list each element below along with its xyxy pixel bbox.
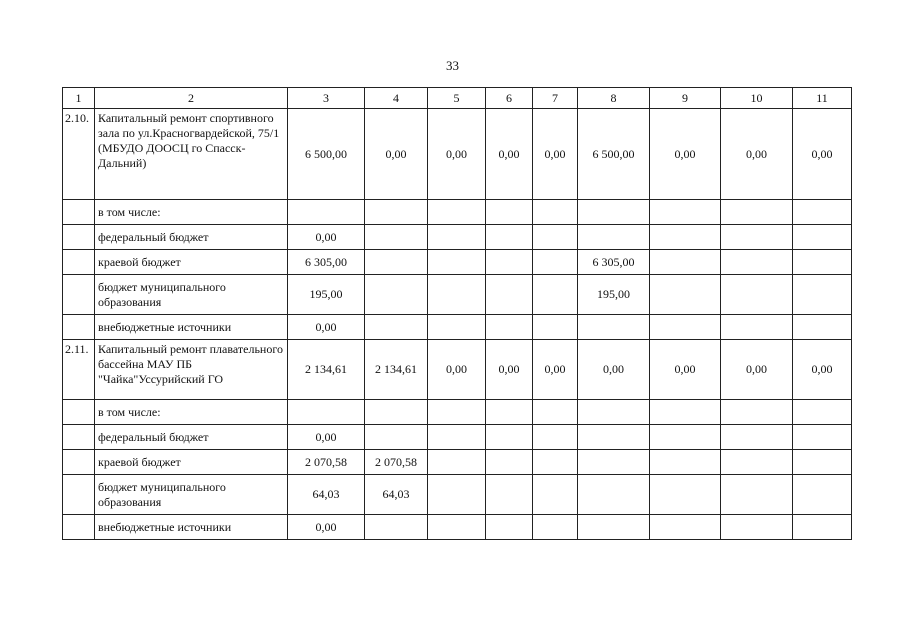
value-cell: [721, 450, 793, 475]
table-row-subrow: [63, 400, 852, 425]
value-cell: [650, 200, 721, 225]
value-cell: [793, 400, 852, 425]
value-cell: [793, 250, 852, 275]
subrow-label: в том числе:: [95, 200, 288, 225]
row-title: Капитальный ремонт плавательного бассейна МАУ ПБ "Чайка"Уссурийский ГО: [95, 340, 288, 400]
value-cell: [721, 275, 793, 315]
value-cell: [721, 315, 793, 340]
table-row-subrow: [63, 515, 852, 540]
subrow-label: внебюджетные источники: [95, 315, 288, 340]
empty-cell: [63, 275, 95, 315]
value-cell: 0,00: [533, 109, 578, 200]
header-cell: 10: [721, 88, 793, 109]
value-cell: [486, 275, 533, 315]
value-cell: 64,03: [365, 475, 428, 515]
value-cell: [486, 515, 533, 540]
value-cell: [793, 475, 852, 515]
subrow-label: федеральный бюджет: [95, 425, 288, 450]
value-cell: 64,03: [288, 475, 365, 515]
table-row-subrow: [63, 275, 852, 315]
empty-cell: [63, 425, 95, 450]
empty-cell: [63, 400, 95, 425]
value-cell: 195,00: [578, 275, 650, 315]
value-cell: 0,00: [533, 340, 578, 400]
header-cell: 1: [63, 88, 95, 109]
value-cell: 0,00: [578, 340, 650, 400]
header-cell: 9: [650, 88, 721, 109]
page-number: 33: [446, 58, 459, 73]
value-cell: [428, 515, 486, 540]
value-cell: [721, 400, 793, 425]
value-cell: [793, 200, 852, 225]
value-cell: [793, 225, 852, 250]
value-cell: [486, 400, 533, 425]
value-cell: [650, 400, 721, 425]
value-cell: 0,00: [793, 340, 852, 400]
value-cell: [365, 200, 428, 225]
value-cell: [721, 225, 793, 250]
value-cell: [578, 400, 650, 425]
value-cell: [428, 450, 486, 475]
value-cell: [428, 315, 486, 340]
row-number: 2.10.: [63, 109, 95, 200]
value-cell: [486, 315, 533, 340]
budget-table: [62, 87, 852, 540]
value-cell: [650, 315, 721, 340]
value-cell: 0,00: [486, 109, 533, 200]
value-cell: [288, 400, 365, 425]
value-cell: [650, 225, 721, 250]
subrow-label: краевой бюджет: [95, 250, 288, 275]
value-cell: [365, 315, 428, 340]
value-cell: [578, 315, 650, 340]
empty-cell: [63, 250, 95, 275]
value-cell: [428, 400, 486, 425]
value-cell: [793, 425, 852, 450]
empty-cell: [63, 515, 95, 540]
subrow-label: внебюджетные источники: [95, 515, 288, 540]
header-row: [63, 88, 852, 109]
value-cell: 0,00: [486, 340, 533, 400]
value-cell: [533, 315, 578, 340]
value-cell: 0,00: [428, 340, 486, 400]
header-cell: 2: [95, 88, 288, 109]
value-cell: 0,00: [365, 109, 428, 200]
value-cell: 0,00: [288, 225, 365, 250]
header-cell: 11: [793, 88, 852, 109]
value-cell: [428, 200, 486, 225]
value-cell: [650, 515, 721, 540]
value-cell: 0,00: [721, 340, 793, 400]
value-cell: 0,00: [721, 109, 793, 200]
value-cell: [793, 315, 852, 340]
value-cell: [793, 515, 852, 540]
header-cell: 4: [365, 88, 428, 109]
empty-cell: [63, 315, 95, 340]
value-cell: [288, 200, 365, 225]
table-row-subrow: [63, 200, 852, 225]
value-cell: [486, 475, 533, 515]
table-row-subrow: [63, 425, 852, 450]
value-cell: [365, 515, 428, 540]
value-cell: 0,00: [650, 340, 721, 400]
value-cell: 0,00: [288, 315, 365, 340]
value-cell: [578, 200, 650, 225]
table-row-subrow: [63, 475, 852, 515]
table-row-subrow: [63, 225, 852, 250]
subrow-label: федеральный бюджет: [95, 225, 288, 250]
value-cell: [721, 475, 793, 515]
table-row-subrow: [63, 315, 852, 340]
value-cell: [721, 515, 793, 540]
value-cell: [533, 450, 578, 475]
subrow-label: краевой бюджет: [95, 450, 288, 475]
value-cell: [578, 225, 650, 250]
row-title: Капитальный ремонт спортивного зала по ул.Красногвардейской, 75/1 (МБУДО ДООСЦ го Спасск-Дальний): [95, 109, 288, 200]
header-cell: 6: [486, 88, 533, 109]
value-cell: 0,00: [650, 109, 721, 200]
value-cell: [533, 225, 578, 250]
value-cell: [578, 475, 650, 515]
subrow-label: в том числе:: [95, 400, 288, 425]
value-cell: [721, 425, 793, 450]
value-cell: [578, 425, 650, 450]
value-cell: 6 500,00: [288, 109, 365, 200]
table-row-subrow: [63, 250, 852, 275]
value-cell: [365, 400, 428, 425]
value-cell: [578, 450, 650, 475]
value-cell: 6 305,00: [578, 250, 650, 275]
value-cell: [793, 275, 852, 315]
value-cell: 6 305,00: [288, 250, 365, 275]
value-cell: [533, 475, 578, 515]
row-number: 2.11.: [63, 340, 95, 400]
value-cell: [721, 250, 793, 275]
table-row-subrow: [63, 450, 852, 475]
value-cell: 0,00: [288, 515, 365, 540]
value-cell: [533, 275, 578, 315]
value-cell: 2 070,58: [365, 450, 428, 475]
value-cell: [486, 425, 533, 450]
value-cell: 2 070,58: [288, 450, 365, 475]
value-cell: [578, 515, 650, 540]
value-cell: [486, 200, 533, 225]
value-cell: 0,00: [428, 109, 486, 200]
value-cell: [365, 425, 428, 450]
value-cell: [486, 250, 533, 275]
value-cell: [428, 225, 486, 250]
value-cell: [650, 425, 721, 450]
header-cell: 5: [428, 88, 486, 109]
value-cell: [428, 275, 486, 315]
value-cell: [650, 250, 721, 275]
value-cell: [428, 475, 486, 515]
value-cell: [533, 515, 578, 540]
value-cell: 0,00: [793, 109, 852, 200]
value-cell: [533, 250, 578, 275]
header-cell: 7: [533, 88, 578, 109]
value-cell: [533, 400, 578, 425]
value-cell: [486, 225, 533, 250]
value-cell: [721, 200, 793, 225]
value-cell: [533, 425, 578, 450]
value-cell: [365, 225, 428, 250]
value-cell: [650, 450, 721, 475]
value-cell: [428, 425, 486, 450]
value-cell: [650, 475, 721, 515]
table-row-section-2-10: [63, 109, 852, 200]
value-cell: 195,00: [288, 275, 365, 315]
header-cell: 3: [288, 88, 365, 109]
value-cell: 2 134,61: [365, 340, 428, 400]
table-row-section-2-11: [63, 340, 852, 400]
value-cell: [650, 275, 721, 315]
value-cell: 2 134,61: [288, 340, 365, 400]
subrow-label: бюджет муниципального образования: [95, 475, 288, 515]
value-cell: [428, 250, 486, 275]
value-cell: 6 500,00: [578, 109, 650, 200]
value-cell: 0,00: [288, 425, 365, 450]
value-cell: [365, 275, 428, 315]
header-cell: 8: [578, 88, 650, 109]
empty-cell: [63, 450, 95, 475]
empty-cell: [63, 225, 95, 250]
value-cell: [365, 250, 428, 275]
subrow-label: бюджет муниципального образования: [95, 275, 288, 315]
empty-cell: [63, 200, 95, 225]
empty-cell: [63, 475, 95, 515]
value-cell: [533, 200, 578, 225]
value-cell: [793, 450, 852, 475]
value-cell: [486, 450, 533, 475]
